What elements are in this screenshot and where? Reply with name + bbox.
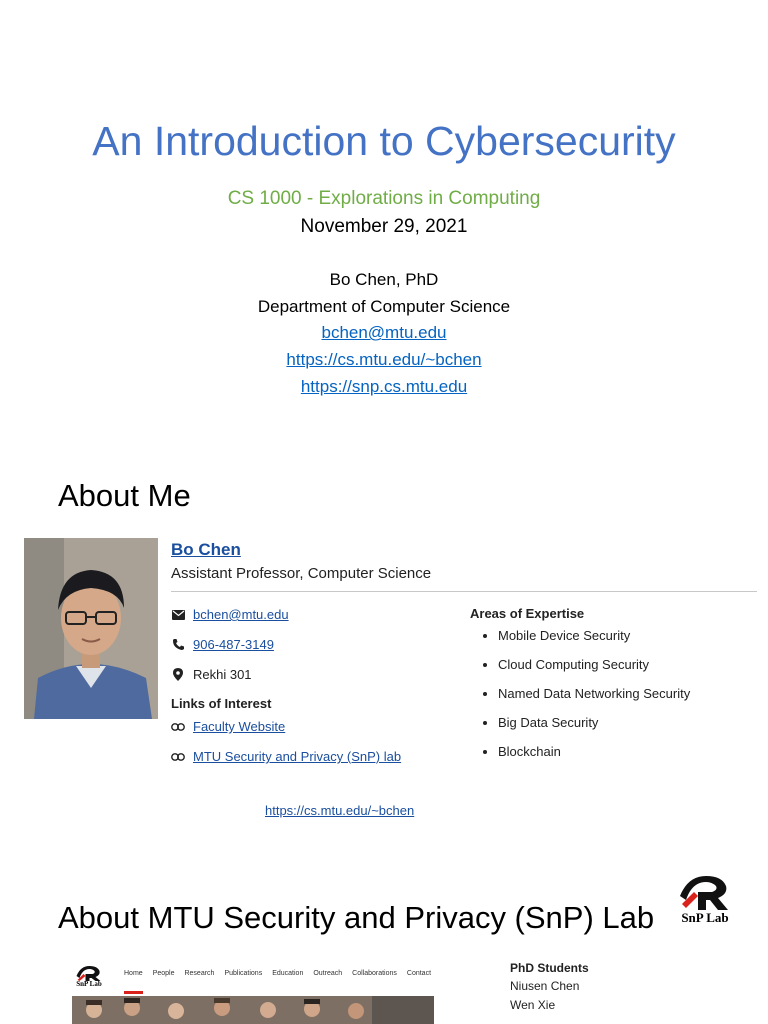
- faculty-website-link[interactable]: Faculty Website: [193, 719, 286, 734]
- expertise-item: • Named Data Networking Security: [498, 685, 690, 714]
- contact-office-text: Rekhi 301: [193, 667, 252, 682]
- profile-photo: [24, 538, 158, 719]
- faculty-url-link[interactable]: https://cs.mtu.edu/~bchen: [265, 803, 415, 818]
- author-email-link[interactable]: bchen@mtu.edu: [321, 323, 447, 342]
- contact-email-link[interactable]: bchen@mtu.edu: [193, 607, 289, 622]
- profile-role: Assistant Professor, Computer Science: [171, 565, 432, 582]
- mail-icon: [171, 608, 185, 622]
- areas-of-expertise-label: Areas of Expertise: [470, 606, 585, 621]
- site-nav-research[interactable]: Research: [184, 970, 215, 977]
- phone-icon: [171, 638, 185, 652]
- snp-lab-logo-text: SnP Lab: [681, 910, 729, 925]
- faculty-website-row: [171, 719, 285, 734]
- expertise-item: • Cloud Computing Security: [498, 656, 690, 685]
- location-pin-icon: [171, 668, 185, 682]
- phd-student-item: Niusen Chen: [510, 979, 580, 993]
- expertise-item: • Blockchain: [498, 743, 690, 772]
- site-nav-publications[interactable]: Publications: [224, 970, 263, 977]
- site-nav-people[interactable]: People: [152, 970, 175, 977]
- site-nav-home[interactable]: Home: [124, 970, 143, 977]
- site-nav-collaborations[interactable]: Collaborations: [352, 970, 397, 977]
- link-icon: [171, 720, 185, 734]
- author-department: Department of Computer Science: [257, 297, 511, 316]
- snp-lab-link[interactable]: MTU Security and Privacy (SnP) lab: [193, 749, 402, 764]
- phd-student-item: Wen Xie: [510, 998, 556, 1012]
- contact-office-row: [171, 667, 252, 682]
- site-nav-active-indicator: [124, 991, 143, 994]
- site-nav-outreach[interactable]: Outreach: [313, 970, 343, 977]
- snp-lab-row: [171, 749, 401, 764]
- contact-phone-link[interactable]: 906-487-3149: [193, 637, 274, 652]
- expertise-item: • Mobile Device Security: [498, 627, 690, 656]
- slide-title: An Introduction to Cybersecurity: [92, 118, 676, 164]
- expertise-item: • Big Data Security: [498, 714, 690, 743]
- site-nav: [124, 970, 431, 977]
- snp-lab-heading: About MTU Security and Privacy (SnP) Lab: [58, 900, 655, 935]
- lab-site-link[interactable]: https://snp.cs.mtu.edu: [300, 377, 468, 396]
- mini-snp-logo-text: SnP Lab: [76, 980, 102, 988]
- contact-phone-row: [171, 637, 274, 652]
- profile-divider: [171, 591, 757, 592]
- lab-group-photo: [72, 996, 434, 1024]
- link-icon: [171, 750, 185, 764]
- site-nav-contact[interactable]: Contact: [406, 970, 432, 977]
- phd-students-heading: PhD Students: [510, 961, 589, 975]
- presentation-date: November 29, 2021: [300, 216, 468, 237]
- snp-website-screenshot: [72, 958, 434, 1024]
- profile-name-link[interactable]: Bo Chen: [171, 540, 241, 559]
- course-subtitle: CS 1000 - Explorations in Computing: [227, 188, 541, 209]
- snp-lab-logo: [672, 870, 738, 930]
- author-name: Bo Chen, PhD: [329, 270, 439, 289]
- links-of-interest-label: Links of Interest: [171, 696, 272, 711]
- site-nav-education[interactable]: Education: [272, 970, 304, 977]
- mini-snp-logo: [72, 963, 106, 991]
- contact-email-row: [171, 607, 289, 622]
- about-me-heading: About Me: [58, 478, 191, 513]
- author-homepage-link[interactable]: https://cs.mtu.edu/~bchen: [286, 350, 482, 369]
- expertise-list: [470, 627, 690, 772]
